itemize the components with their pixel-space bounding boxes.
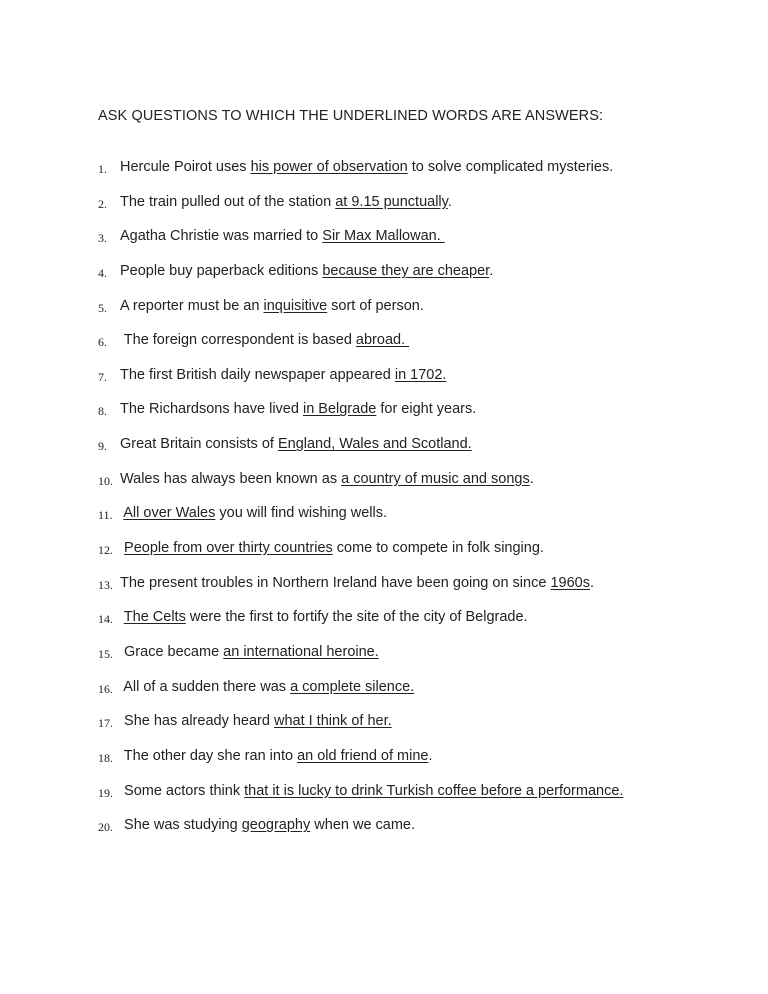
sentence-text-end: . [529,470,534,487]
list-item [0,679,768,714]
list-item [0,817,768,852]
sentence [120,748,433,764]
underlined-answer: People from over thirty countries [124,540,333,557]
sentence [120,263,493,279]
underlined-answer: The Celts [123,609,186,626]
item-number: 14. [98,612,113,627]
item-number: 4. [98,265,107,280]
item-number: 20. [98,820,113,835]
sentence-text: The train pulled out of the station [120,193,336,210]
underlined-answer: a complete silence. [290,678,415,695]
item-number: 6. [98,335,107,350]
underlined-answer: in 1702. [394,366,447,383]
sentence [120,228,445,244]
sentence [120,609,528,625]
underlined-answer: geography [241,817,311,834]
underlined-answer: abroad. [355,332,410,349]
underlined-answer: All over Wales [123,505,216,522]
list-item [0,783,768,818]
list-item [0,263,768,298]
sentence [120,505,387,521]
item-number: 16. [98,681,113,696]
sentence-text: A reporter must be an [120,297,264,314]
list-item [0,298,768,333]
underlined-answer: 1960s [550,574,590,591]
sentence-text: Hercule Poirot uses [120,159,251,175]
sentence-text: The Richardsons have lived [120,401,303,418]
list-item [0,540,768,575]
sentence-text: Grace became [120,643,224,660]
list-item [0,401,768,436]
item-number: 17. [98,716,113,731]
underlined-answer: an old friend of mine [297,747,429,764]
list-item [0,505,768,540]
sentence-text-end: sort of person. [327,297,424,314]
sentence [120,575,594,591]
sentence [120,679,414,695]
sentence-text: Some actors think [120,782,245,799]
list-item [0,367,768,402]
item-number: 11. [98,508,113,523]
sentence-text-end: for eight years. [376,401,477,418]
sentence-text-end: to solve complicated mysteries. [407,159,614,175]
sentence-text: All of a sudden there was [120,678,291,695]
sentence [120,817,415,833]
sentence [120,332,409,348]
list-item [0,436,768,471]
item-number: 1. [98,162,107,176]
sentence-text: Wales has always been known as [120,470,342,487]
sentence [120,367,446,383]
sentence-text-end: . [428,747,433,764]
sentence [120,713,392,729]
item-number: 18. [98,750,113,765]
sentence-text-end: were the first to fortify the site of the city of Belgrade. [185,609,528,626]
list-item [0,575,768,610]
item-number: 5. [98,300,107,315]
sentence-text: The present troubles in Northern Ireland have been going on since [120,574,551,591]
sentence-text: She was studying [120,817,242,834]
item-number: 8. [98,404,107,419]
item-number: 12. [98,543,113,558]
sentence [120,783,623,799]
sentence-text-end: . [589,574,594,591]
item-number: 3. [98,231,107,246]
sentence-text-end: when we came. [310,817,416,834]
underlined-answer: Sir Max Mallowan. [322,228,445,245]
sentence-text: The other day she ran into [120,747,298,764]
item-number: 15. [98,646,113,661]
underlined-answer: because they are cheaper [322,262,490,279]
list-item [0,748,768,783]
sentence-text-end: . [489,262,494,279]
sentence [120,159,613,175]
underlined-answer: a country of music and songs [341,470,530,487]
list-item [0,159,768,194]
underlined-answer: inquisitive [263,297,328,314]
item-number: 9. [98,439,107,454]
underlined-answer: England, Wales and Scotland. [277,436,472,453]
question-list [0,159,768,852]
underlined-answer: what I think of her. [273,713,392,730]
list-item [0,332,768,367]
sentence [120,540,544,556]
sentence [120,194,452,210]
sentence-text-end: you will find wishing wells. [215,505,388,522]
list-item [0,471,768,506]
item-number: 10. [98,473,113,488]
page-title: ASK QUESTIONS TO WHICH THE UNDERLINED WORDS ARE ANSWERS: [98,108,604,124]
item-number: 7. [98,369,107,384]
item-number: 19. [98,785,113,800]
sentence [120,471,534,487]
sentence-text: Agatha Christie was married to [120,228,323,245]
list-item [0,713,768,748]
underlined-answer: that it is lucky to drink Turkish coffee before a performance. [244,782,624,799]
underlined-answer: at 9.15 punctually [335,193,448,210]
sentence-text: The foreign correspondent is based [120,332,356,349]
sentence-text: She has already heard [120,713,274,730]
sentence [120,644,379,660]
list-item [0,194,768,229]
underlined-answer: in Belgrade [302,401,377,418]
underlined-answer: his power of observation [250,159,408,175]
list-item [0,609,768,644]
sentence-text: The first British daily newspaper appeared [120,366,395,383]
item-number: 13. [98,577,113,592]
underlined-answer: an international heroine. [223,643,379,660]
list-item [0,228,768,263]
sentence [120,436,472,452]
sentence [120,298,424,314]
item-number: 2. [98,196,107,211]
sentence [120,401,476,417]
sentence-text: People buy paperback editions [120,262,323,279]
list-item [0,644,768,679]
sentence-text-end: come to compete in folk singing. [332,540,544,557]
sentence-text: Great Britain consists of [120,436,278,453]
sentence-text-end: . [447,193,452,210]
